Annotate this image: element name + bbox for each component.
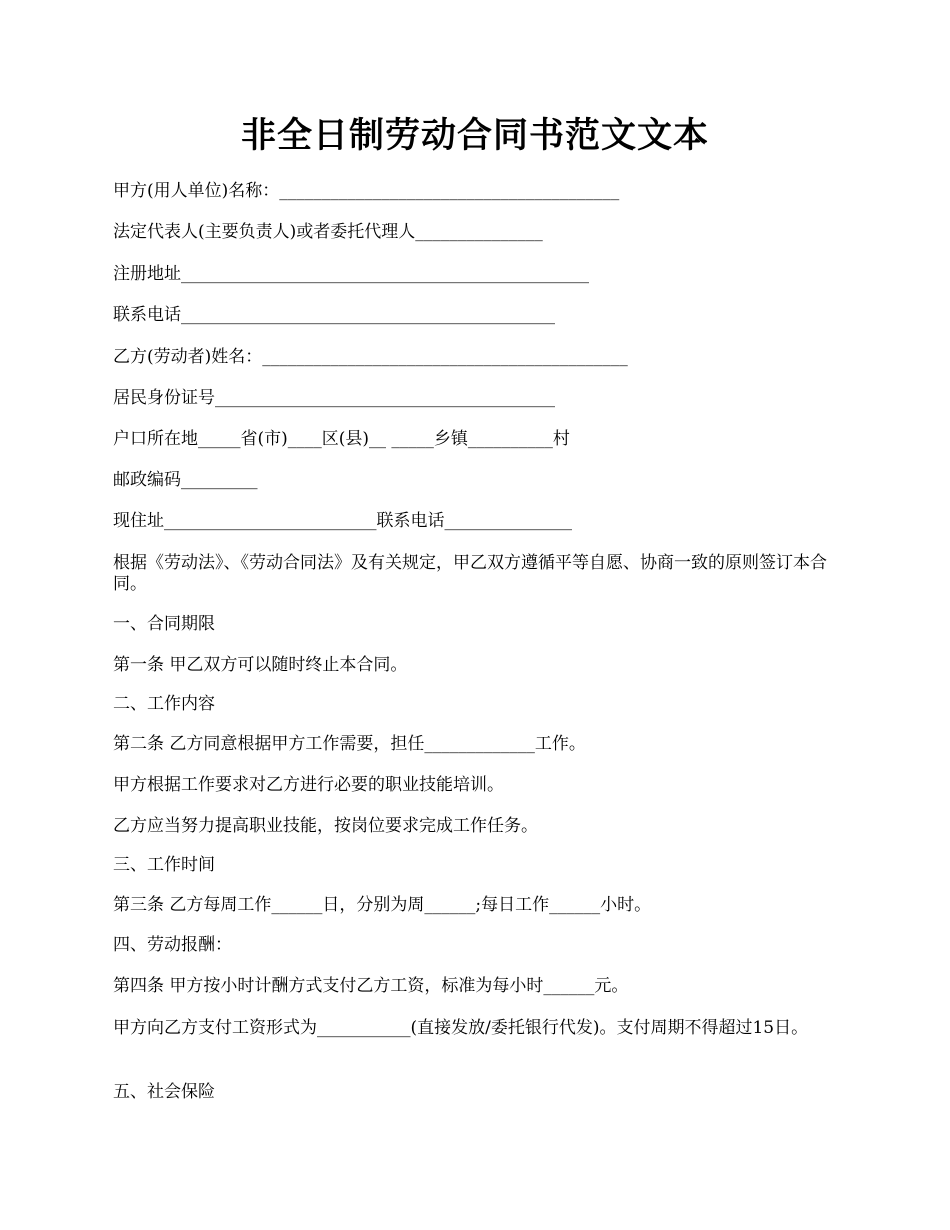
field-postal-code: 邮政编码_________ (113, 470, 258, 490)
section-heading-remuneration: 四、劳动报酬： (113, 935, 232, 955)
field-employer-name: 甲方(用人单位)名称：________________________________________ (113, 181, 620, 201)
section-heading-work-time: 三、工作时间 (113, 855, 215, 875)
document-title: 非全日制劳动合同书范文文本 (240, 115, 709, 156)
training-paragraph: 甲方根据工作要求对乙方进行必要的职业技能培训。 (113, 775, 504, 795)
duty-paragraph: 乙方应当努力提高职业技能，按岗位要求完成工作任务。 (113, 816, 538, 836)
field-legal-representative: 法定代表人(主要负责人)或者委托代理人_______________ (113, 222, 543, 242)
field-id-number: 居民身份证号________________________________________ (113, 388, 555, 408)
field-household-registration: 户口所在地_____省(市)____区(县)__ _____乡镇__________村 (113, 429, 570, 449)
field-employer-phone: 联系电话____________________________________________ (113, 305, 555, 325)
section-heading-work-content: 二、工作内容 (113, 694, 215, 714)
field-employee-name: 乙方(劳动者)姓名：___________________________________________ (113, 347, 628, 367)
article-4: 第四条 甲方按小时计酬方式支付乙方工资，标准为每小时______元。 (113, 976, 629, 996)
article-1: 第一条 甲乙双方可以随时终止本合同。 (113, 655, 408, 675)
article-2: 第二条 乙方同意根据甲方工作需要，担任_____________工作。 (113, 734, 586, 754)
intro-paragraph: 根据《劳动法》、《劳动合同法》及有关规定，甲乙双方遵循平等自愿、协商一致的原则签订本合同。 (113, 553, 827, 594)
field-registered-address: 注册地址________________________________________________ (113, 264, 589, 284)
section-heading-term: 一、合同期限 (113, 614, 215, 634)
field-current-address: 现住址_________________________联系电话_______________ (113, 511, 572, 531)
section-heading-social-insurance: 五、社会保险 (113, 1082, 215, 1102)
article-3: 第三条 乙方每周工作______日，分别为周______;每日工作______小时。 (113, 895, 652, 915)
payment-paragraph: 甲方向乙方支付工资形式为___________(直接发放/委托银行代发)。支付周期不得超过15日。 (113, 1018, 809, 1038)
